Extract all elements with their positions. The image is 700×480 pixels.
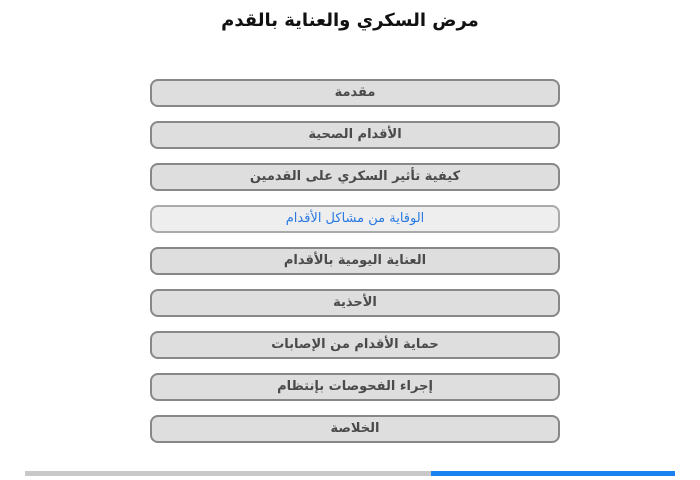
menu-item-daily-care[interactable]: العناية اليومية بالأقدام — [150, 247, 560, 275]
page-title: مرض السكري والعناية بالقدم — [221, 10, 479, 31]
menu-item-regular-checkups[interactable]: إجراء الفحوصات بإنتظام — [150, 373, 560, 401]
menu-item-introduction[interactable]: مقدمة — [150, 79, 560, 107]
menu-item-footwear[interactable]: الأحذية — [150, 289, 560, 317]
progress-bar — [25, 471, 675, 476]
menu-item-injury-protection[interactable]: حماية الأقدام من الإصابات — [150, 331, 560, 359]
chapter-menu — [150, 79, 560, 457]
menu-item-prevention[interactable]: الوقاية من مشاكل الأقدام — [150, 205, 560, 233]
progress-bar-fill — [431, 471, 675, 476]
menu-item-healthy-feet[interactable]: الأقدام الصحية — [150, 121, 560, 149]
menu-item-diabetes-effect[interactable]: كيفية تأثير السكري على القدمين — [150, 163, 560, 191]
menu-item-summary[interactable]: الخلاصة — [150, 415, 560, 443]
